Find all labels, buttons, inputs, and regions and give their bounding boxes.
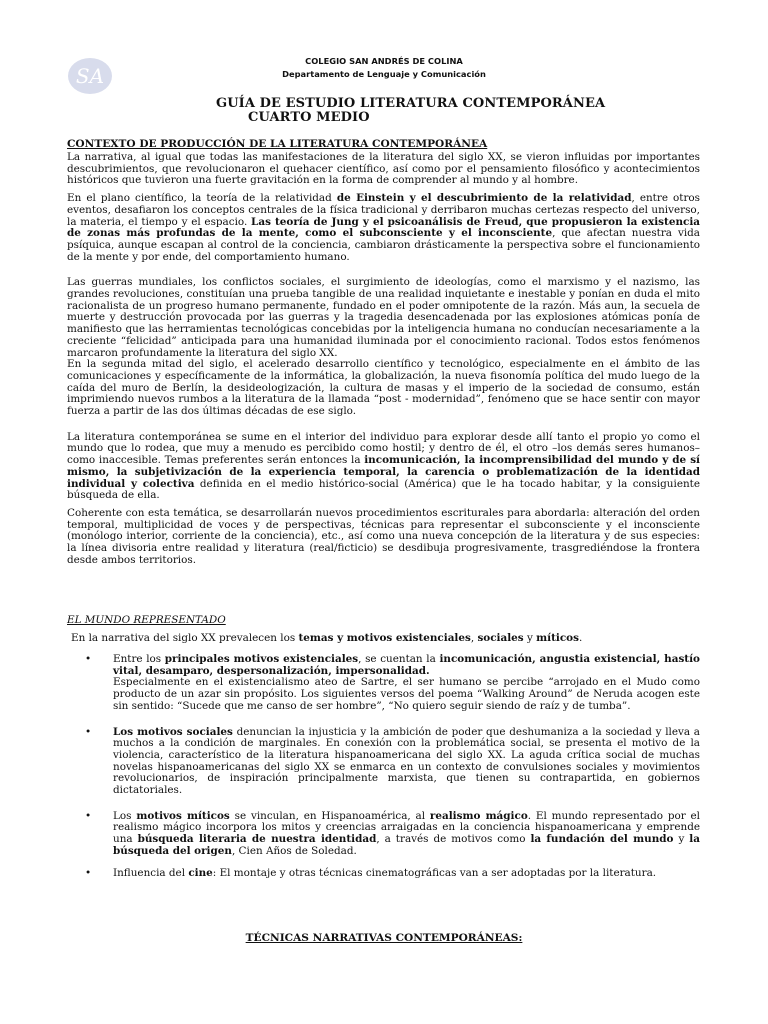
section-heading-world: EL MUNDO REPRESENTADO — [67, 614, 226, 626]
document-title: GUÍA DE ESTUDIO LITERATURA CONTEMPORÁNEA — [216, 96, 606, 111]
school-name: COLEGIO SAN ANDRÉS DE COLINA — [305, 56, 463, 66]
department-name: Departamento de Lenguaje y Comunicación — [282, 69, 486, 79]
paragraph: La literatura contemporánea se sume en el interior del individuo para explorar desde allí tanto el propio yo como el mundo que lo rodea, que muy a menudo es percibido como hostil; y dentro de él, el otro –los demás seres humanos– como inaccesible. Temas preferentes serán entonces la incomunicación, la incomprensibilidad del mundo y de sí mismo, la subjetivización de la experiencia temporal, la carencia o problematización de la identidad individual y colectiva definida en el medio histórico-social (América) que le ha tocado habitar, y la consiguiente búsqueda de ella. — [67, 430, 700, 502]
paragraph: En la narrativa del siglo XX prevalecen los temas y motivos existenciales, sociales y míticos. — [71, 632, 583, 644]
motifs-list — [69, 654, 700, 893]
bullet-icon: • — [85, 866, 92, 879]
bullet-icon: • — [85, 809, 92, 822]
world-intro — [71, 633, 700, 651]
paragraph: En el plano científico, la teoría de la relatividad de Einstein y el descubrimiento de la relatividad, entre otros eventos, desafiaron los conceptos centrales de la física tradicional y derribaron muchas certezas respecto del universo, la materia, el tiempo y el espacio. Las teoría de Jung y el psicoanálisis de Freud, que propusieron la existencia de zonas más profundas de la mente, como el subconsciente y el inconsciente, que afectan nuestra vida psíquica, aunque escapan al control de la conciencia, cambiaron drásticamente la perspectiva sobre el funcionamiento de la mente y por ende, del comportamiento humano. — [67, 192, 701, 263]
list-item: • Entre los principales motivos existenciales, se cuentan la incomunicación, angustia existencial, hastío vital, desamparo, despersonalización, impersonalidad. Especialmente en el existencialismo ateo de Sartre, el ser humano se percibe “arrojado en el Mudo como producto de un azar sin propósito. Los siguientes versos del poema “Walking Around” de Neruda acogen este sin sentido: “Sucede que me canso de ser hombre”, “No quiero seguir siendo de raíz y de tumba”. — [85, 653, 700, 712]
section-heading-techniques: TÉCNICAS NARRATIVAS CONTEMPORÁNEAS: — [245, 932, 523, 944]
paragraph: Coherente con esta temática, se desarrollarán nuevos procedimientos escriturales para abordarla: alteración del orden temporal, multiplicidad de voces y de perspectivas, técnicas para representar el subconsciente y el inconsciente (monólogo interior, corriente de la conciencia), etc., así como una nueva concepción de la literatura y de sus especies: la línea divisoria entre realidad y literatura (real/ficticio) se desdibuja progresivamente, trasgrediéndose la frontera desde ambos territorios. — [67, 506, 700, 566]
logo-text: SA — [75, 64, 105, 88]
list-item: • Los motivos sociales denuncian la injusticia y la ambición de poder que deshumaniza a la sociedad y lleva a muchos a la condición de marginales. En conexión con la problemática social, se presenta el motivo de la violencia, característico de la literatura hispanoamericana del siglo XX. La aguda crítica social de muchas novelas hispanoamericanas del siglo XX se enmarca en un contexto de convulsiones sociales y movimientos revolucionarios, de inspiración principalmente marxista, que tienen su contrapartida, en gobiernos dictatoriales. — [85, 725, 700, 797]
document-subtitle: CUARTO MEDIO — [248, 110, 370, 125]
bullet-icon: • — [85, 653, 92, 665]
paragraph: Las guerras mundiales, los conflictos sociales, el surgimiento de ideologías, como el marxismo y el nazismo, las grandes revoluciones, constituían una prueba tangible de una realidad inquietante e inestable y ponían en duda el mito racionalista de un progreso humano permanente, fundado en el poder omnipotente de la razón. Más aun, la secuela de muerte y destrucción provocada por las guerras y la tragedia desencadenada por las explosiones atómicas ponía de manifiesto que las herramientas tecnológicas concebidas por la inteligencia humana no conducían necesariamente a la creciente “felicidad” anticipada para una humanidad iluminada por el conocimiento racional. Todos estos fenómenos marcaron profundamente la literatura del siglo XX. En la segunda mitad del siglo, el acelerado desarrollo científico y tecnológico, especialmente en el ámbito de las comunicaciones y específicamente de la informática, la globalización, la nueva fisonomía política del mudo luego de la caída del muro de Berlín, la desideologización, la cultura de masas y el imperio de la sociedad de consumo, están imprimiendo nuevos rumbos a la literatura de la llamada “post - modernidad”, fenómeno que se hace sentir con mayor fuerza a partir de las dos últimas décadas de ese siglo. — [67, 276, 700, 418]
paragraph: La narrativa, al igual que todas las manifestaciones de la literatura del siglo XX, se vieron influidas por importantes descubrimientos, que revolucionaron el quehacer científico, así como por el pensamiento filosófico y acontecimientos históricos que tuvieron una fuerte gravitación en la forma de comprender al mundo y al hombre. — [67, 151, 700, 187]
context-body — [67, 152, 700, 573]
list-item: • Influencia del cine: El montaje y otras técnicas cinematográficas van a ser adoptadas por la literatura. — [85, 866, 657, 879]
section-heading-context: CONTEXTO DE PRODUCCIÓN DE LA LITERATURA CONTEMPORÁNEA — [67, 138, 488, 150]
bullet-icon: • — [85, 725, 92, 738]
list-item: • Los motivos míticos se vinculan, en Hispanoamérica, al realismo mágico. El mundo representado por el realismo mágico incorpora los mitos y creencias arraigadas en la conciencia hispanoamericana y emprende una búsqueda literaria de nuestra identidad, a través de motivos como la fundación del mundo y la búsqueda del origen, Cien Años de Soledad. — [85, 809, 701, 857]
